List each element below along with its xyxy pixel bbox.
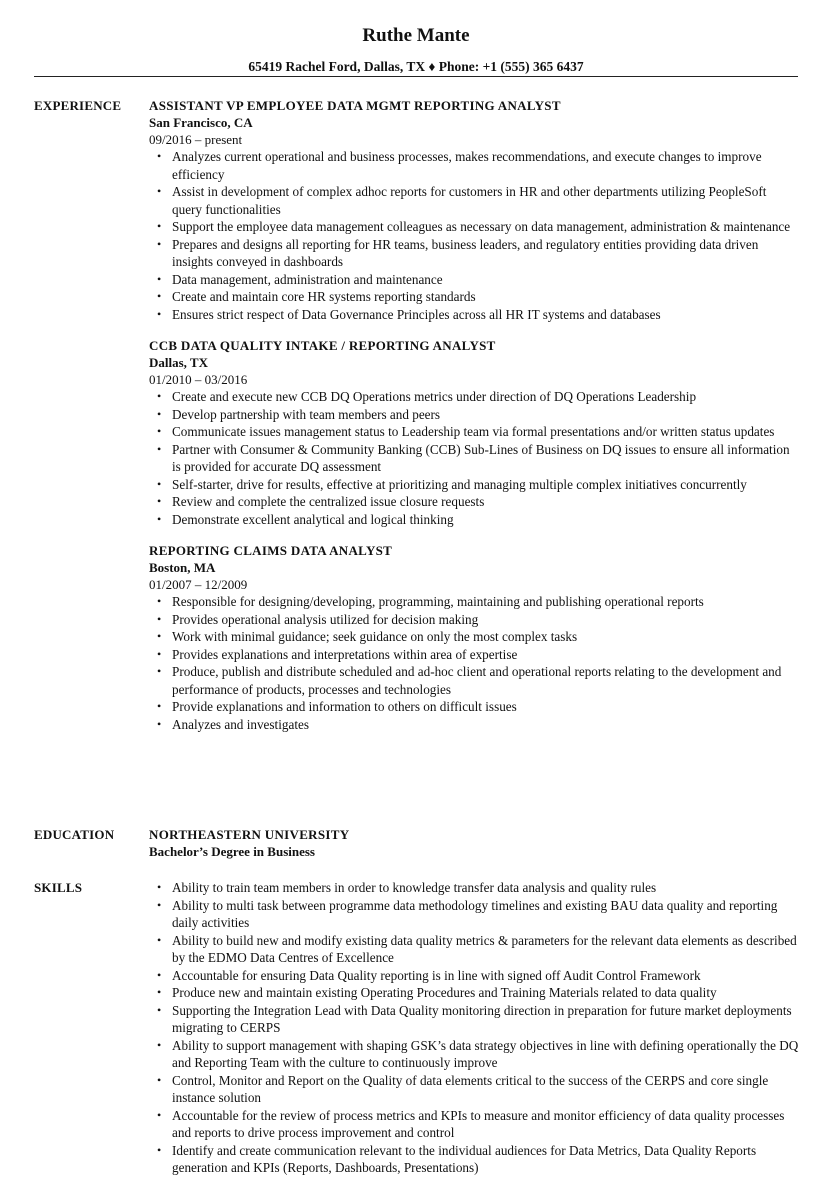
job-dates: 01/2010 – 03/2016	[149, 372, 248, 387]
skills-bullets	[149, 879, 799, 1177]
bullet-item: • Identify and create communication relevant to the individual audiences for Data Metrics, Data Quality Reports generation and KPIs (Reports, Dashboards, Presentations)	[172, 1142, 799, 1177]
bullet-item: • Support the employee data management colleagues as necessary on data management, administration & maintenance	[172, 218, 799, 236]
bullet-item: • Communicate issues management status to Leadership team via formal presentations and/or written status updates	[172, 423, 799, 441]
job-title: ASSISTANT VP EMPLOYEE DATA MGMT REPORTING ANALYST	[149, 98, 561, 113]
bullet-item: • Create and maintain core HR systems reporting standards	[172, 288, 799, 306]
bullet-item: • Data management, administration and maintenance	[172, 271, 799, 289]
job-location: San Francisco, CA	[149, 115, 253, 130]
bullet-item: • Self-starter, drive for results, effective at prioritizing and managing multiple complex initiatives concurrently	[172, 476, 799, 494]
bullet-item: • Ability to support management with shaping GSK’s data strategy objectives in line with defining operationally the DQ and Reporting Team with the culture to continuously improve	[172, 1037, 799, 1072]
bullet-item: • Partner with Consumer & Community Banking (CCB) Sub-Lines of Business on DQ issues to ensure all information is provided for accurate DQ assessment	[172, 441, 799, 476]
skills-heading: SKILLS	[34, 880, 83, 895]
bullet-item: • Ability to train team members in order to knowledge transfer data analysis and quality rules	[172, 879, 799, 897]
bullet-item: • Produce, publish and distribute scheduled and ad-hoc client and operational reports relating to the development and performance of products, processes and technologies	[172, 663, 799, 698]
job-bullets	[149, 593, 799, 733]
education-body	[149, 826, 799, 860]
bullet-item: • Work with minimal guidance; seek guidance on only the most complex tasks	[172, 628, 799, 646]
degree: Bachelor’s Degree in Business	[149, 844, 315, 859]
bullet-item: • Analyzes current operational and business processes, makes recommendations, and execute changes to improve efficiency	[172, 148, 799, 183]
job-bullets	[149, 388, 799, 528]
job-entry	[149, 542, 799, 733]
bullet-item: • Develop partnership with team members and peers	[172, 406, 799, 424]
header-divider	[34, 76, 798, 77]
bullet-item: • Review and complete the centralized issue closure requests	[172, 493, 799, 511]
bullet-item: • Provides explanations and interpretations within area of expertise	[172, 646, 799, 664]
bullet-item: • Supporting the Integration Lead with Data Quality monitoring direction in preparation for future market deployments migrating to CERPS	[172, 1002, 799, 1037]
contact-line: 65419 Rachel Ford, Dallas, TX ♦ Phone: +1 (555) 365 6437	[248, 59, 584, 74]
candidate-name: Ruthe Mante	[362, 25, 470, 46]
job-location: Boston, MA	[149, 560, 216, 575]
experience-body	[149, 97, 799, 747]
bullet-item: • Provides operational analysis utilized for decision making	[172, 611, 799, 629]
job-title: CCB DATA QUALITY INTAKE / REPORTING ANALYST	[149, 338, 496, 353]
job-entry	[149, 337, 799, 528]
bullet-item: • Assist in development of complex adhoc reports for customers in HR and other departments utilizing PeopleSoft query functionalities	[172, 183, 799, 218]
school-name: NORTHEASTERN UNIVERSITY	[149, 827, 350, 842]
education-heading: EDUCATION	[34, 827, 115, 842]
job-dates: 01/2007 – 12/2009	[149, 577, 248, 592]
job-dates: 09/2016 – present	[149, 132, 243, 147]
bullet-item: • Accountable for the review of process metrics and KPIs to measure and monitor efficiency of data quality processes and reports to drive process improvement and control	[172, 1107, 799, 1142]
experience-heading: EXPERIENCE	[34, 98, 122, 113]
bullet-item: • Produce new and maintain existing Operating Procedures and Training Materials related to data quality	[172, 984, 799, 1002]
bullet-item: • Ability to multi task between programme data methodology timelines and existing BAU data quality and reporting daily activities	[172, 897, 799, 932]
bullet-item: • Analyzes and investigates	[172, 716, 799, 734]
job-bullets	[149, 148, 799, 323]
bullet-item: • Responsible for designing/developing, programming, maintaining and publishing operational reports	[172, 593, 799, 611]
bullet-item: • Ensures strict respect of Data Governance Principles across all HR IT systems and databases	[172, 306, 799, 324]
job-location: Dallas, TX	[149, 355, 208, 370]
bullet-item: • Ability to build new and modify existing data quality metrics & parameters for the relevant data elements as described by the EDMO Data Centres of Excellence	[172, 932, 799, 967]
skills-body	[149, 879, 799, 1177]
bullet-item: • Accountable for ensuring Data Quality reporting is in line with signed off Audit Control Framework	[172, 967, 799, 985]
job-title: REPORTING CLAIMS DATA ANALYST	[149, 543, 393, 558]
bullet-item: • Provide explanations and information to others on difficult issues	[172, 698, 799, 716]
bullet-item: • Create and execute new CCB DQ Operations metrics under direction of DQ Operations Leadership	[172, 388, 799, 406]
bullet-item: • Demonstrate excellent analytical and logical thinking	[172, 511, 799, 529]
bullet-item: • Prepares and designs all reporting for HR teams, business leaders, and regulatory entities providing data driven insights conveyed in dashboards	[172, 236, 799, 271]
bullet-item: • Control, Monitor and Report on the Quality of data elements critical to the success of the CERPS and core single instance solution	[172, 1072, 799, 1107]
resume-header	[0, 0, 832, 76]
job-entry	[149, 97, 799, 323]
